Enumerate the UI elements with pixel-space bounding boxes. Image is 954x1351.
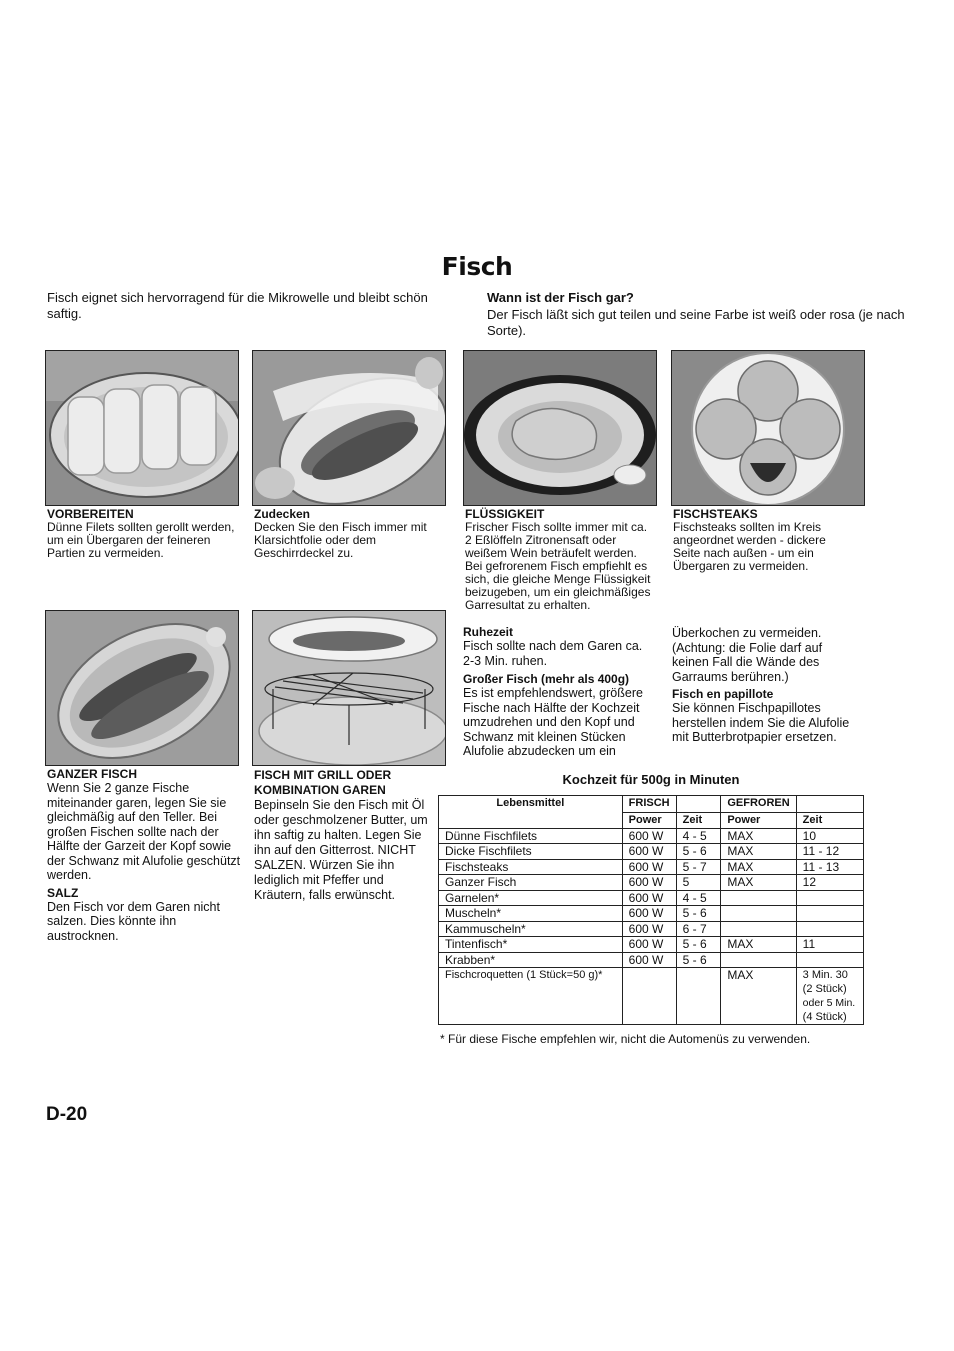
cell-frozen-power: MAX: [721, 828, 796, 844]
caption-zudecken: [254, 508, 444, 560]
cell-food: Kammuscheln*: [439, 921, 623, 937]
cell-food: Krabben*: [439, 952, 623, 968]
cell-frozen-time: 3 Min. 30 (2 Stück) oder 5 Min. (4 Stück): [796, 968, 863, 1025]
caption-fluessigkeit-text: Frischer Fisch sollte immer mit ca. 2 Eßlöffeln Zitronensaft oder weißem Wein beträufelt werden. Bei gefrorenem Fisch empfiehlt es sich, die gleiche Menge Flüssigkeit beizugeben, um ein gleichmäßiges Garresultat zu erhalten.: [465, 520, 651, 612]
table-row: [439, 937, 864, 953]
cell-frozen-time: 11 - 13: [796, 859, 863, 875]
cell-fresh-time: 4 - 5: [676, 828, 721, 844]
photo-rolled-fillets: [45, 350, 239, 506]
cell-fresh-time: 5: [676, 875, 721, 891]
cell-fresh-time: 5 - 6: [676, 906, 721, 922]
sub-frozen-power: Power: [721, 813, 796, 829]
photo-grill-fish: [252, 610, 446, 766]
photo-fish-steaks: [671, 350, 865, 506]
cell-fresh-power: 600 W: [622, 937, 676, 953]
caption-grosser-fisch-heading: Großer Fisch (mehr als 400g): [463, 672, 630, 686]
cell-fresh-power: 600 W: [622, 828, 676, 844]
cell-frozen-power: [721, 890, 796, 906]
page-title: Fisch: [441, 252, 513, 281]
cell-fresh-time: 5 - 6: [676, 952, 721, 968]
caption-ganzer-fisch-heading: GANZER FISCH: [47, 767, 137, 781]
cooking-time-table: [438, 795, 864, 1025]
caption-fischsteaks-heading: FISCHSTEAKS: [673, 507, 758, 521]
header-frozen: GEFROREN: [721, 796, 796, 813]
table-row: [439, 952, 864, 968]
table-row: [439, 844, 864, 860]
cell-fresh-time: 5 - 7: [676, 859, 721, 875]
caption-vorbereiten-text: Dünne Filets sollten gerollt werden, um ein Übergaren der feineren Partien zu vermeiden.: [47, 520, 235, 560]
caption-grill: [254, 768, 436, 903]
cell-fresh-power: 600 W: [622, 859, 676, 875]
caption-papillote: [672, 626, 858, 745]
caption-papillote-heading: Fisch en papillote: [672, 687, 774, 701]
caption-ruhezeit: [463, 626, 655, 759]
caption-papillote-text: Sie können Fischpapillotes herstellen indem Sie die Alufolie mit Butterbrotpapier ersetzen.: [672, 701, 850, 744]
table-row: [439, 859, 864, 875]
cell-fresh-power: 600 W: [622, 875, 676, 891]
cell-frozen-power: [721, 921, 796, 937]
table-row: [439, 968, 864, 1025]
cell-fresh-power: 600 W: [622, 952, 676, 968]
caption-grosser-fisch-text: Es ist empfehlendswert, größere Fische nach Hälfte der Kochzeit umzudrehen und den Kopf und Schwanz mit kleinen Stücken Alufolie abzudecken um ein: [463, 686, 643, 758]
cell-frozen-power: MAX: [721, 875, 796, 891]
intro-text: Fisch eignet sich hervorragend für die Mikrowelle und bleibt schön saftig.: [47, 290, 428, 321]
cell-frozen-time: 12: [796, 875, 863, 891]
caption-fluessigkeit: [465, 508, 655, 612]
caption-grosser-fisch-cont: Überkochen zu vermeiden. (Achtung: die Folie darf auf keinen Fall die Wände des Garraums berühren.): [672, 626, 823, 684]
table-subheader-row: [439, 813, 864, 829]
caption-fischsteaks-text: Fischsteaks sollten im Kreis angeordnet werden - dickere Seite nach außen - um ein Übergaren zu vermeiden.: [673, 520, 826, 573]
cell-frozen-time: [796, 906, 863, 922]
table-row: [439, 875, 864, 891]
cell-food: Fischsteaks: [439, 859, 623, 875]
sub-fresh-power: Power: [622, 813, 676, 829]
caption-salz-text: Den Fisch vor dem Garen nicht salzen. Dies könnte ihn austrocknen.: [47, 899, 220, 943]
caption-fluessigkeit-heading: FLÜSSIGKEIT: [465, 507, 545, 521]
photo-fish-liquid: [463, 350, 657, 506]
table-row: [439, 890, 864, 906]
cell-frozen-power: MAX: [721, 968, 796, 1025]
cell-food: Fischcroquetten (1 Stück=50 g)*: [439, 968, 623, 1025]
cell-fresh-power: 600 W: [622, 921, 676, 937]
cell-frozen-time: [796, 952, 863, 968]
cell-food: Dicke Fischfilets: [439, 844, 623, 860]
caption-zudecken-heading: Zudecken: [254, 507, 311, 521]
table-row: [439, 921, 864, 937]
header-food: Lebensmittel: [439, 796, 623, 813]
cell-fresh-power: 600 W: [622, 890, 676, 906]
cell-frozen-time: 11 - 12: [796, 844, 863, 860]
cell-fresh-time: 4 - 5: [676, 890, 721, 906]
caption-grill-text: Bepinseln Sie den Fisch mit Öl oder geschmolzener Butter, um ihn saftig zu halten. Legen Sie ihn auf den Gitterrost. NICHT SALZEN. Würzen Sie ihn lediglich mit Pfeffer und Kräutern, falls erwünscht.: [254, 798, 428, 902]
cell-frozen-power: [721, 906, 796, 922]
caption-ruhezeit-heading: Ruhezeit: [463, 625, 514, 639]
cell-frozen-power: MAX: [721, 844, 796, 860]
page-number: D-20: [46, 1104, 88, 1125]
cell-frozen-time: [796, 890, 863, 906]
caption-ruhezeit-text: Fisch sollte nach dem Garen ca. 2-3 Min. ruhen.: [463, 639, 643, 668]
cell-frozen-time: [796, 921, 863, 937]
cell-frozen-time: 10: [796, 828, 863, 844]
cell-food: Garnelen*: [439, 890, 623, 906]
caption-vorbereiten-heading: VORBEREITEN: [47, 507, 134, 521]
caption-ganzer-fisch-text: Wenn Sie 2 ganze Fische miteinander garen, legen Sie sie gleichmäßig auf den Teller. Bei großen Fischen sollte nach der Hälfte der Garzeit der Kopf sowie der Schwanz mit Alufolie geschützt werden.: [47, 781, 241, 882]
cell-fresh-time: 6 - 7: [676, 921, 721, 937]
cell-frozen-power: MAX: [721, 937, 796, 953]
table-header-row: [439, 796, 864, 813]
caption-salz-heading: SALZ: [47, 885, 79, 900]
cell-fresh-power: 600 W: [622, 906, 676, 922]
sub-fresh-time: Zeit: [676, 813, 721, 829]
caption-ganzer-fisch: [47, 768, 242, 943]
caption-grill-heading: FISCH MIT GRILL ODER KOMBINATION GAREN: [254, 768, 392, 797]
cell-frozen-time: 11: [796, 937, 863, 953]
table-row: [439, 828, 864, 844]
cell-fresh-power: 600 W: [622, 844, 676, 860]
cell-food: Ganzer Fisch: [439, 875, 623, 891]
header-fresh: FRISCH: [622, 796, 676, 813]
doneness-heading: Wann ist der Fisch gar?: [487, 290, 634, 305]
table-caption: Kochzeit für 500g in Minuten: [562, 772, 740, 787]
caption-vorbereiten: [47, 508, 237, 560]
cell-food: Tintenfisch*: [439, 937, 623, 953]
cell-fresh-time: 5 - 6: [676, 844, 721, 860]
cell-fresh-time: 5 - 6: [676, 937, 721, 953]
doneness-text: Der Fisch läßt sich gut teilen und seine Farbe ist weiß oder rosa (je nach Sorte).: [487, 307, 905, 338]
photo-whole-fish: [45, 610, 239, 766]
cell-frozen-power: [721, 952, 796, 968]
cell-frozen-power: MAX: [721, 859, 796, 875]
cell-food: Muscheln*: [439, 906, 623, 922]
cell-food: Dünne Fischfilets: [439, 828, 623, 844]
caption-zudecken-text: Decken Sie den Fisch immer mit Klarsichtfolie oder dem Geschirrdeckel zu.: [254, 520, 427, 560]
table-row: [439, 906, 864, 922]
photo-covering-fish: [252, 350, 446, 506]
sub-frozen-time: Zeit: [796, 813, 863, 829]
table-footnote: * Für diese Fische empfehlen wir, nicht die Automenüs zu verwenden.: [440, 1032, 811, 1046]
caption-fischsteaks: [673, 508, 853, 573]
